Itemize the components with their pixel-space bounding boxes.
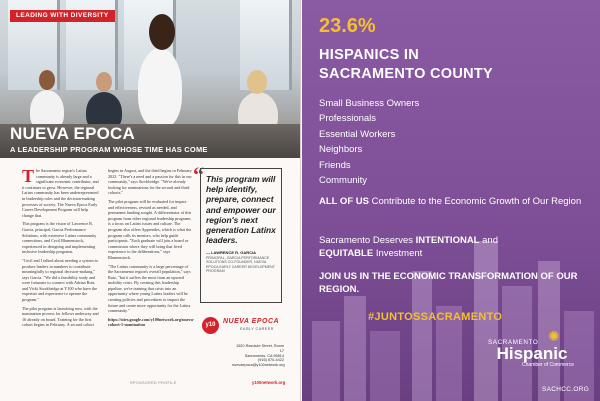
call-to-action: JOIN US IN THE ECONOMIC TRANSFORMATION OF OUR REGION. [319,271,578,295]
contact-address: 1520 Resolute Street, Room 17 Sacramento, CA 95814 (916) 670-4422 nuevaepoca@y100network.org [232,344,285,368]
article-subheadline: A LEADERSHIP PROGRAM WHOSE TIME HAS COME [10,145,208,154]
article-paragraph: begins in August, and the third begins in February 2023. "There's a need and a passion for this in our community," says Stockbridge. "We're already looking for nominations for the second and third cohorts." [108,168,192,196]
article-paragraph: The pilot program will be evaluated for impact and effectiveness, revised as needed, and permanent funding sought. A differentiator of this program from other regional leadership programs is a focus on Latinx issues and culture. The program also offers Apprendes, which is what the program calls its mentors, who help guide participants. "Each graduate will join a board or commission where they will bring that lived experience to the deliberations," says Blumenstock. [108,198,192,260]
list-item: Friends [319,159,351,171]
article-column-1 [22,168,100,331]
page-footer-label: SPONSORED PROFILE [130,381,177,385]
nomination-link[interactable]: https://sites.google.com/y100network.org/nueva-cohort-1-nomination [108,316,195,328]
drop-cap: T [22,166,35,186]
article-paragraph: "The Latinx community is a large percentage of the Sacramento region's overall population," says Ruiz, "but it suffers the most from an upward mobility crisis. By creating this leadership pipeline, we're training that crisis into an opportunity where young Latinx leaders will be creating policies and procedures to impact the future and create more opportunity for the Latinx community." [108,263,191,314]
list-item: Professionals [319,113,377,125]
website-link[interactable]: y100network.org [252,380,286,385]
nueva-epoca-logo-sub: EARLY CAREER [240,327,274,331]
chamber-ad-page [302,0,600,401]
sun-icon: ✺ [548,328,560,344]
pull-quote-attribution [206,251,276,273]
city-skyline-image [302,201,600,401]
quote-author: — LAWRENCE R. GARCIA [206,250,256,256]
list-item: Community [319,175,368,187]
section-banner: LEADING WITH DIVERSITY [10,10,115,22]
chamber-logo: ✺ SACRAMENTO Hispanic Chamber of Commerce [488,328,574,368]
article-paragraph: This program is the vision of Lawrence R. Garcia, principal, Garcia Performance Solutions, with extensive Latinx community connections, and Cecil Blumenstock, experienced in designing and implementing inclusive leadership programs. [22,221,97,255]
list-item: Essential Workers [319,128,396,140]
pull-quote [200,168,282,303]
ad-title: HISPANICS IN SACRAMENTO COUNTY [319,47,494,82]
quote-mark-icon: “ [193,162,204,187]
list-item: Small Business Owners [319,98,420,109]
hashtag: #JUNTOSSACRAMENTO [368,311,503,323]
pull-quote-text: This program will help identify, prepare, connect and empower our region's next generation Latinx leaders. [206,174,276,246]
article-paragraph: The Sacramento region's Latinx community is already large and a significant economic contributor, and it continues to grow. However, the regional Latinx community has been underrepresented in leadership roles and the decision-making processes of society. The Nueva Epoca Early Career Development Program will help change that. [22,166,99,218]
quote-author-title: PRINCIPAL, GARCIA PERFORMANCE SOLUTIONS CO-FOUNDER, NUEVA EPOCA EARLY CAREER DEVELOPMENT PROGRAM [206,255,275,274]
y100-logo: y10 [202,317,219,334]
community-groups-list [319,96,419,188]
article-paragraph: The pilot program is launching now, with the nomination process for fellows underway and 16 already on board. Training for the first cohort begins in February. A second cohort [22,305,99,328]
chamber-website-link[interactable]: SACHCC.ORG [542,386,590,393]
contribution-statement: ALL OF US Contribute to the Economic Growth of Our Region [319,196,582,207]
article-headline: NUEVA EPOCA [10,124,135,143]
nueva-epoca-logo: NUEVA EPOCA [223,318,280,325]
article-paragraph: "Cecil and I talked about needing a system to produce leaders in numbers to contribute meaningfully to regional decision-making," says Garcia. "We did a feasibility study and were fortunate to connect with Adrian Ruiz and Vicki Stockbridge at Y100 who have the expertise and experience to operate the program." [22,257,98,303]
article-column-2 [108,168,195,331]
investment-statement: Sacramento Deserves INTENTIONAL and EQUITABLE Investment [319,235,498,259]
contact-email[interactable]: nuevaepoca@y100network.org [232,363,285,368]
hispanic-percentage-stat: 23.6% [319,15,376,37]
list-item: Neighbors [319,144,363,156]
